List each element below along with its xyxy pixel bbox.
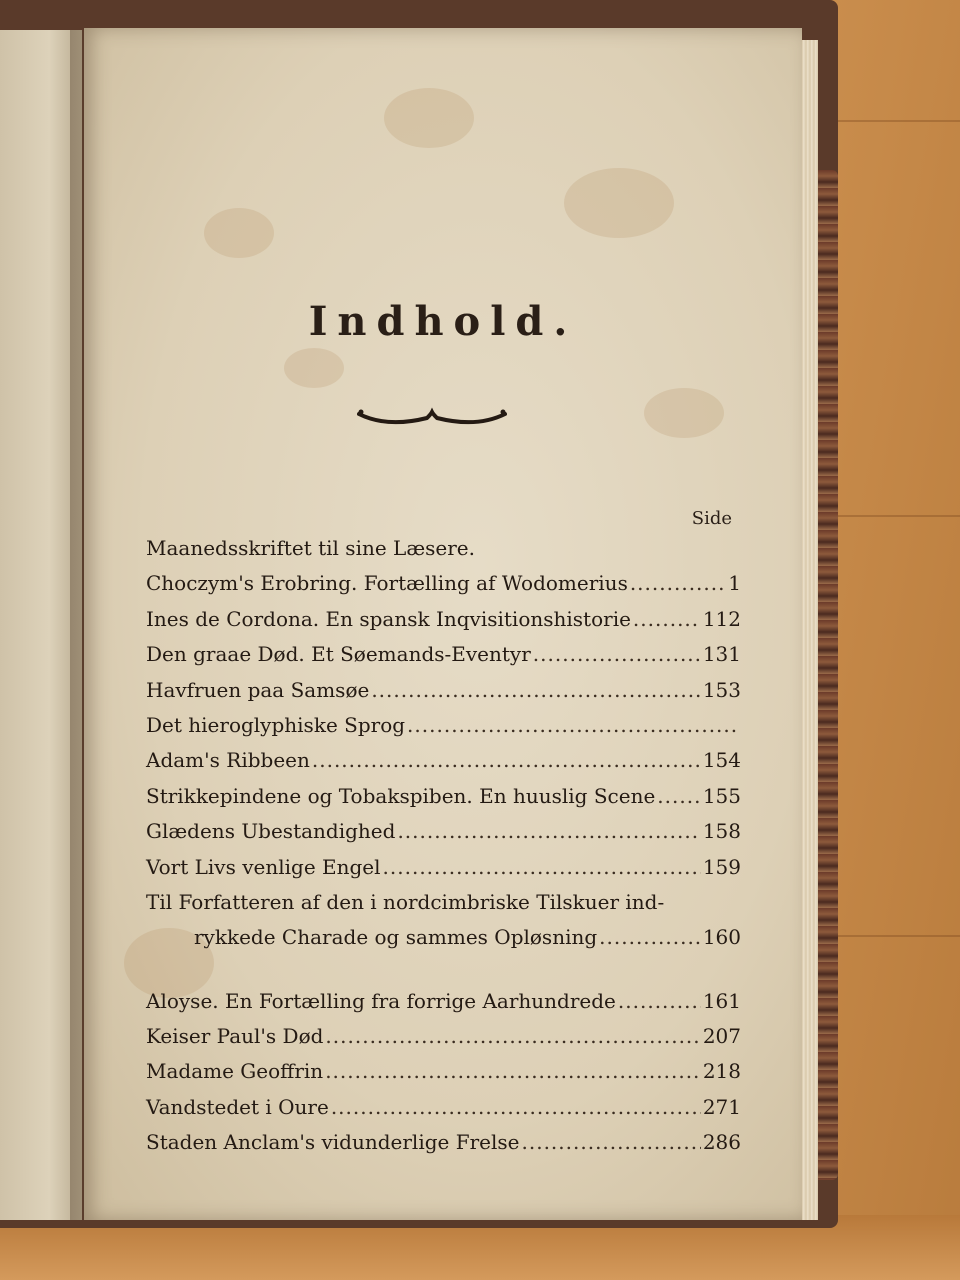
toc-entry-page: 154 — [702, 748, 741, 773]
toc-entry — [146, 536, 741, 571]
table-of-contents — [146, 536, 741, 1166]
toc-entry-title: Adam's Ribbeen — [146, 748, 310, 773]
toc-leader — [630, 571, 726, 595]
toc-entry-page: 131 — [702, 642, 741, 667]
toc-entry-page: 271 — [702, 1094, 741, 1119]
toc-entry — [146, 784, 741, 819]
toc-entry-page: 160 — [702, 925, 741, 950]
toc-entry-title: Den graae Død. Et Søemands-Eventyr — [146, 642, 531, 667]
toc-entry-page: 153 — [702, 677, 741, 702]
contents-page — [84, 28, 802, 1220]
toc-leader — [331, 1095, 701, 1119]
toc-entry-title: Choczym's Erobring. Fortælling af Wodomerius — [146, 571, 628, 596]
toc-entry — [146, 571, 741, 606]
toc-leader — [397, 819, 700, 843]
toc-entry — [146, 855, 741, 890]
toc-entry — [146, 890, 741, 925]
toc-entry — [146, 989, 741, 1024]
toc-entry-page: 112 — [702, 606, 741, 631]
toc-entry-page: 158 — [702, 819, 741, 844]
toc-leader — [657, 784, 701, 808]
page-title: Indhold. — [308, 298, 578, 345]
toc-entry — [146, 748, 741, 783]
toc-entry-page: 159 — [702, 854, 741, 879]
toc-leader — [599, 925, 701, 949]
toc-leader — [407, 713, 739, 737]
toc-entry-title: Strikkepindene og Tobakspiben. En huuslig Scene — [146, 783, 656, 808]
toc-entry-title: Maanedsskriftet til sine Læsere. — [146, 536, 475, 560]
toc-entry-title: Vort Livs venlige Engel — [146, 854, 381, 879]
ornament-flourish — [357, 402, 507, 432]
toc-entry — [146, 925, 741, 960]
page-stain — [384, 88, 474, 148]
toc-leader — [383, 855, 701, 879]
toc-entry-title: Det hieroglyphiske Sprog — [146, 712, 406, 737]
toc-entry — [146, 819, 741, 854]
toc-entry-page: 155 — [702, 783, 741, 808]
toc-leader — [533, 642, 701, 666]
toc-leader — [618, 989, 701, 1013]
toc-entry-page: 207 — [702, 1024, 741, 1049]
toc-entry — [146, 678, 741, 713]
toc-entry-title: Keiser Paul's Død — [146, 1024, 324, 1049]
toc-entry — [146, 1059, 741, 1094]
toc-entry — [146, 607, 741, 642]
toc-entry-title: Til Forfatteren af den i nordcimbriske Tilskuer ind- — [146, 889, 665, 914]
toc-entry — [146, 642, 741, 677]
toc-leader — [325, 1024, 700, 1048]
toc-entry-page: 286 — [702, 1130, 741, 1155]
toc-entry-title: Vandstedet i Oure — [146, 1094, 329, 1119]
toc-entry-title: Ines de Cordona. En spansk Inqvisitionshistorie — [146, 606, 631, 631]
toc-entry-page: 161 — [702, 988, 741, 1013]
page-column-label: Side — [691, 508, 732, 529]
page-stain — [644, 388, 724, 438]
toc-leader — [522, 1130, 701, 1154]
toc-leader — [325, 1059, 701, 1083]
toc-entry — [146, 1130, 741, 1165]
toc-leader — [371, 678, 700, 702]
toc-entry-title: rykkede Charade og sammes Opløsning — [194, 925, 598, 950]
toc-entry-title: Staden Anclam's vidunderlige Frelse — [146, 1130, 520, 1155]
page-stain — [284, 348, 344, 388]
toc-entry-title: Madame Geoffrin — [146, 1059, 324, 1084]
toc-entry — [146, 1095, 741, 1130]
page-stain — [204, 208, 274, 258]
toc-entry-title: Aloyse. En Fortælling fra forrige Aarhundrede — [146, 988, 616, 1013]
toc-leader — [312, 748, 701, 772]
toc-leader — [633, 607, 701, 631]
toc-entry-page: 218 — [702, 1059, 741, 1084]
toc-entry-title: Glædens Ubestandighed — [146, 819, 396, 844]
toc-entry — [146, 713, 741, 748]
toc-entry — [146, 1024, 741, 1059]
toc-entry-page: 1 — [728, 571, 741, 596]
page-stain — [564, 168, 674, 238]
toc-entry-title: Havfruen paa Samsøe — [146, 677, 370, 702]
